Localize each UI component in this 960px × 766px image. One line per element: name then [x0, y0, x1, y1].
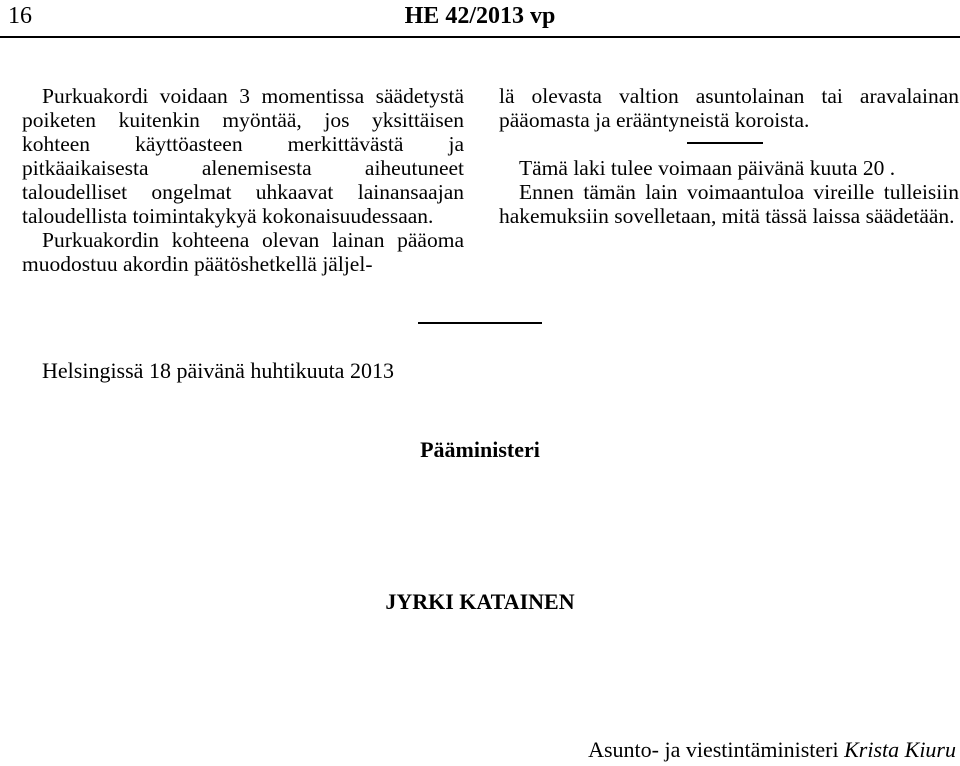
place-date: Helsingissä 18 päivänä huhtikuuta 2013: [42, 358, 394, 383]
paragraph-loan-capital: Purkuakordin kohteena olevan lainan pääoma muodostuu akordin päätöshetkellä jäljel-: [22, 228, 464, 276]
minister-title: Asunto- ja viestintäministeri: [588, 737, 839, 762]
document-id: HE 42/2013 vp: [404, 3, 556, 29]
prime-minister-name: JYRKI KATAINEN: [385, 589, 575, 614]
paragraph-exception: Purkuakordi voidaan 3 momentissa säädetystä poiketen kuitenkin myöntää, jos yksittäisen kohteen käyttöasteen merkittävästä ja pitkäaikaisesta alenemisesta aiheutuneet taloudelliset ongelmat uhkaavat lainansaajan taloudellista toimintakykyä kokonaisuudessaan.: [22, 84, 464, 228]
end-rule: [418, 322, 542, 324]
section-rule: [687, 142, 763, 144]
prime-minister-title: Pääministeri: [420, 437, 540, 462]
paragraph-transitional: Ennen tämän lain voimaantuloa vireille tulleisiin hakemuksiin sovelletaan, mitä tässä laissa säädetään.: [499, 179, 959, 228]
right-column: [499, 84, 959, 228]
paragraph-continued: lä olevasta valtion asuntolainan tai aravalainan pääomasta ja erääntyneistä koroista.: [499, 84, 959, 132]
paragraph-effective-date: Tämä laki tulee voimaan päivänä kuuta 20 .: [519, 155, 896, 180]
minister-signature: [588, 737, 956, 763]
left-column: [22, 84, 464, 276]
page-number: 16: [8, 3, 32, 29]
header-rule: [0, 36, 960, 38]
minister-name: Krista Kiuru: [844, 737, 956, 762]
